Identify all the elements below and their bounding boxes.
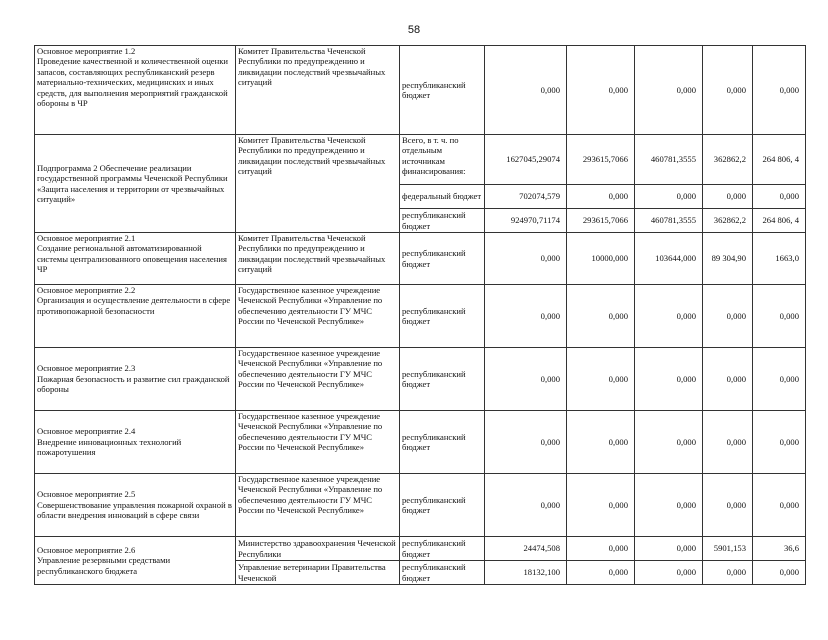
source-cell: республиканский бюджет — [400, 46, 485, 135]
source-cell: республиканский бюджет — [400, 411, 485, 474]
value-cell: 0,000 — [635, 474, 703, 537]
activity-cell: Основное мероприятие 1.2 Проведение качественной и количественной оценки запасов, составляющих республиканский резерв материально-технических, медицинских и иных средств, для выполнения мероприятий гражданской обороны в ЧР — [35, 46, 236, 135]
source-cell: республиканский бюджет — [400, 285, 485, 348]
executor-cell: Государственное казенное учреждение Чеченской Республики «Управление по обеспечению деятельности ГУ МЧС России по Чеченской Республике» — [236, 285, 400, 348]
value-cell: 1627045,29074 — [485, 135, 567, 185]
value-cell: 0,000 — [567, 561, 635, 585]
source-cell: республиканский бюджет — [400, 561, 485, 585]
value-cell: 0,000 — [485, 233, 567, 285]
executor-cell: Государственное казенное учреждение Чеченской Республики «Управление по обеспечению деятельности ГУ МЧС России по Чеченской Республике» — [236, 474, 400, 537]
value-cell: 362862,2 — [703, 135, 753, 185]
value-cell: 0,000 — [753, 411, 806, 474]
value-cell: 0,000 — [703, 285, 753, 348]
value-cell: 0,000 — [567, 46, 635, 135]
activity-cell: Основное мероприятие 2.3 Пожарная безопасность и развитие сил гражданской обороны — [35, 348, 236, 411]
value-cell: 0,000 — [703, 411, 753, 474]
value-cell: 36,6 — [753, 537, 806, 561]
value-cell: 460781,3555 — [635, 135, 703, 185]
activity-cell: Основное мероприятие 2.1 Создание региональной автоматизированной системы централизованного оповещения населения ЧР — [35, 233, 236, 285]
value-cell: 0,000 — [485, 285, 567, 348]
value-cell: 10000,000 — [567, 233, 635, 285]
value-cell: 0,000 — [485, 46, 567, 135]
table-row — [35, 348, 806, 411]
value-cell: 0,000 — [703, 561, 753, 585]
value-cell: 0,000 — [753, 185, 806, 209]
executor-cell: Комитет Правительства Чеченской Республики по предупреждению и ликвидации последствий чрезвычайных ситуаций — [236, 46, 400, 135]
value-cell: 0,000 — [703, 348, 753, 411]
page-number: 58 — [407, 24, 421, 36]
source-cell: республиканский бюджет — [400, 348, 485, 411]
value-cell: 293615,7066 — [567, 209, 635, 233]
executor-cell: Министерство здравоохранения Чеченской Республики — [236, 537, 400, 561]
value-cell: 0,000 — [567, 348, 635, 411]
executor-cell: Государственное казенное учреждение Чеченской Республики «Управление по обеспечению деятельности ГУ МЧС России по Чеченской Республике» — [236, 411, 400, 474]
activity-cell: Подпрограмма 2 Обеспечение реализации государственной программы Чеченской Республики «Защита населения и территории от чрезвычайных ситуаций» — [35, 135, 236, 233]
value-cell: 0,000 — [753, 46, 806, 135]
value-cell: 0,000 — [567, 411, 635, 474]
value-cell: 0,000 — [485, 411, 567, 474]
source-cell: республиканский бюджет — [400, 233, 485, 285]
value-cell: 924970,71174 — [485, 209, 567, 233]
executor-cell: Комитет Правительства Чеченской Республики по предупреждению и ликвидации последствий чрезвычайных ситуаций — [236, 135, 400, 233]
table-row — [35, 411, 806, 474]
value-cell: 0,000 — [703, 46, 753, 135]
value-cell: 0,000 — [753, 561, 806, 585]
table-row — [35, 537, 806, 561]
source-cell: республиканский бюджет — [400, 474, 485, 537]
value-cell: 0,000 — [703, 474, 753, 537]
table-row — [35, 233, 806, 285]
executor-cell: Комитет Правительства Чеченской Республики по предупреждению и ликвидации последствий чрезвычайных ситуаций — [236, 233, 400, 285]
value-cell: 18132,100 — [485, 561, 567, 585]
budget-table — [34, 45, 806, 585]
table-row — [35, 46, 806, 135]
value-cell: 0,000 — [567, 285, 635, 348]
source-cell: республиканский бюджет — [400, 537, 485, 561]
value-cell: 0,000 — [635, 561, 703, 585]
value-cell: 0,000 — [635, 537, 703, 561]
value-cell: 0,000 — [635, 185, 703, 209]
value-cell: 0,000 — [567, 474, 635, 537]
value-cell: 0,000 — [567, 537, 635, 561]
value-cell: 24474,508 — [485, 537, 567, 561]
value-cell: 5901,153 — [703, 537, 753, 561]
value-cell: 264 806, 4 — [753, 135, 806, 185]
value-cell: 0,000 — [485, 348, 567, 411]
value-cell: 264 806, 4 — [753, 209, 806, 233]
source-cell: Всего, в т. ч. по отдельным источникам финансирования: — [400, 135, 485, 185]
executor-cell: Управление ветеринарии Правительства Чеченской — [236, 561, 400, 585]
value-cell: 0,000 — [567, 185, 635, 209]
value-cell: 0,000 — [635, 348, 703, 411]
value-cell: 0,000 — [635, 285, 703, 348]
activity-cell: Основное мероприятие 2.4 Внедрение инновационных технологий пожаротушения — [35, 411, 236, 474]
value-cell: 1663,0 — [753, 233, 806, 285]
value-cell: 89 304,90 — [703, 233, 753, 285]
activity-cell: Основное мероприятие 2.6 Управление резервными средствами республиканского бюджета — [35, 537, 236, 585]
source-cell: республиканский бюджет — [400, 209, 485, 233]
activity-cell: Основное мероприятие 2.2 Организация и осуществление деятельности в сфере противопожарной безопасности — [35, 285, 236, 348]
value-cell: 0,000 — [753, 474, 806, 537]
activity-cell: Основное мероприятие 2.5 Совершенствование управления пожарной охраной в области внедрения инноваций в сфере связи — [35, 474, 236, 537]
value-cell: 702074,579 — [485, 185, 567, 209]
value-cell: 362862,2 — [703, 209, 753, 233]
value-cell: 0,000 — [635, 411, 703, 474]
executor-cell: Государственное казенное учреждение Чеченской Республики «Управление по обеспечению деятельности ГУ МЧС России по Чеченской Республике» — [236, 348, 400, 411]
value-cell: 0,000 — [635, 46, 703, 135]
value-cell: 0,000 — [753, 348, 806, 411]
value-cell: 0,000 — [485, 474, 567, 537]
value-cell: 103644,000 — [635, 233, 703, 285]
table-row — [35, 285, 806, 348]
value-cell: 0,000 — [703, 185, 753, 209]
value-cell: 0,000 — [753, 285, 806, 348]
table-row — [35, 135, 806, 185]
value-cell: 460781,3555 — [635, 209, 703, 233]
table-row — [35, 474, 806, 537]
source-cell: федеральный бюджет — [400, 185, 485, 209]
value-cell: 293615,7066 — [567, 135, 635, 185]
